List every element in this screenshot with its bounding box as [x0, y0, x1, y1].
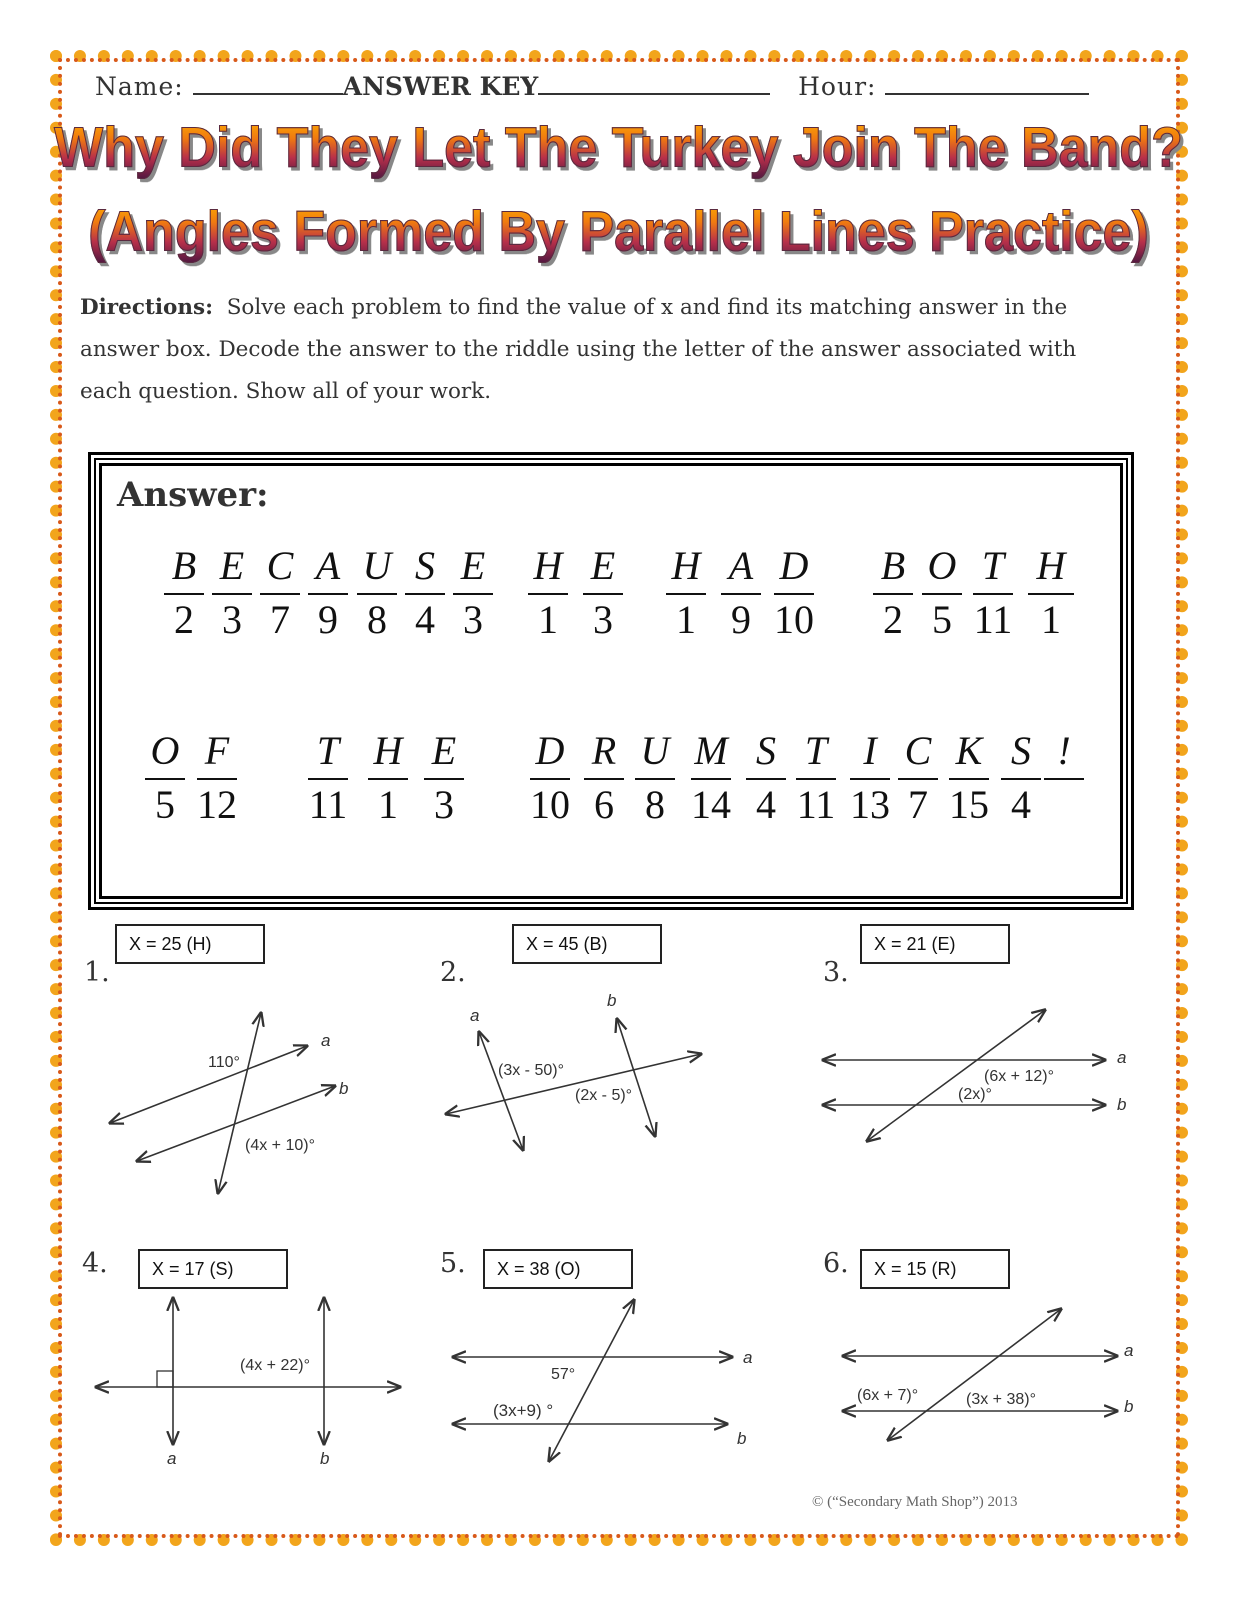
figure-5	[445, 1290, 765, 1470]
riddle-number: 10	[774, 597, 814, 642]
riddle-number: 10	[530, 782, 570, 827]
riddle-letter: T	[316, 728, 340, 773]
riddle-cell	[306, 543, 350, 645]
riddle-blank-line	[1044, 778, 1084, 780]
riddle-letter: H	[373, 728, 403, 773]
riddle-letter: S	[1011, 728, 1031, 773]
riddle-letter: E	[219, 543, 245, 588]
riddle-cell	[403, 543, 447, 645]
line-label-b: b	[737, 1429, 747, 1448]
riddle-number: 11	[973, 597, 1013, 642]
riddle-letter: F	[204, 728, 230, 773]
figure-1	[95, 1000, 375, 1205]
riddle-number: 12	[197, 782, 237, 827]
angle-label-2: (4x + 10)°	[245, 1137, 315, 1154]
riddle-letter: U	[362, 543, 392, 588]
riddle-number: 3	[222, 597, 242, 642]
riddle-cell	[999, 728, 1043, 830]
answer-tag-5: X = 38 (O)	[483, 1249, 633, 1289]
question-number-2: 2.	[440, 957, 466, 988]
name-blank-left	[193, 73, 343, 95]
riddle-cell	[744, 728, 788, 830]
riddle-number: 3	[434, 782, 454, 827]
riddle-letter: O	[927, 543, 957, 588]
line-label-b: b	[320, 1449, 330, 1468]
riddle-letter: R	[591, 728, 617, 773]
name-value: ANSWER KEY	[342, 72, 539, 101]
question-number-3: 3.	[823, 957, 849, 988]
riddle-cell	[794, 728, 838, 830]
riddle-cell	[306, 728, 350, 830]
header	[95, 72, 1135, 101]
riddle-number: 1	[676, 597, 696, 642]
riddle-cell	[162, 543, 206, 645]
riddle-cell	[581, 543, 625, 645]
riddle-cell	[210, 543, 254, 645]
riddle-number: 2	[174, 597, 194, 642]
riddle-cell	[848, 728, 892, 830]
answer-tag-3: X = 21 (E)	[860, 924, 1010, 964]
transversal	[446, 1054, 701, 1114]
riddle-cell	[355, 543, 399, 645]
directions-text: Solve each problem to find the value of x and find its matching answer in the answer box. Decode the answer to the riddle using the letter of the answer associated with each question. Show all of your work.	[80, 295, 1077, 404]
figure-2	[435, 990, 715, 1165]
transversal	[218, 1013, 261, 1193]
riddle-cell	[1042, 728, 1086, 780]
riddle-letter: H	[671, 543, 701, 588]
riddle-number: 6	[594, 782, 614, 827]
angle-label-1: (4x + 22)°	[240, 1357, 310, 1374]
riddle-cell	[772, 543, 816, 645]
riddle-number: 4	[1011, 782, 1031, 827]
riddle-letter: E	[590, 543, 616, 588]
answer-tag-4: X = 17 (S)	[138, 1249, 288, 1289]
riddle-cell	[528, 728, 572, 830]
riddle-cell	[195, 728, 239, 830]
angle-label-1: 57°	[551, 1366, 576, 1383]
riddle-cell	[1026, 543, 1076, 645]
riddle-letter: K	[955, 728, 983, 773]
line-a	[479, 1032, 523, 1150]
line-label-a: a	[1117, 1048, 1127, 1067]
riddle-number: 11	[796, 782, 836, 827]
riddle-number: 4	[415, 597, 435, 642]
riddle-cell	[143, 728, 187, 830]
riddle-cell	[526, 543, 570, 645]
riddle-number: 2	[883, 597, 903, 642]
riddle-number: 4	[756, 782, 776, 827]
riddle-number: 5	[932, 597, 952, 642]
riddle-letter: S	[415, 543, 435, 588]
line-label-a: a	[1124, 1341, 1134, 1360]
riddle-letter: A	[728, 543, 754, 588]
riddle-number: 8	[645, 782, 665, 827]
transversal	[888, 1309, 1061, 1440]
riddle-number: 14	[691, 782, 731, 827]
hour-blank	[885, 73, 1089, 95]
riddle-number: 9	[731, 597, 751, 642]
line-label-b: b	[1117, 1095, 1127, 1114]
riddle-letter: T	[981, 543, 1005, 588]
answer-tag-6: X = 15 (R)	[860, 1249, 1010, 1289]
riddle-number: 7	[270, 597, 290, 642]
riddle-letter: !	[1057, 728, 1071, 773]
angle-label-1: 110°	[208, 1054, 240, 1071]
riddle-number: 15	[949, 782, 989, 827]
line-label-a: a	[321, 1031, 331, 1050]
riddle-letter: I	[863, 728, 877, 773]
angle-label-1: (3x - 50)°	[498, 1062, 564, 1079]
directions	[80, 287, 1100, 413]
title-line-2: (Angles Formed By Parallel Lines Practice)	[0, 200, 1237, 265]
riddle-letter: S	[756, 728, 776, 773]
riddle-letter: E	[460, 543, 486, 588]
riddle-number: 7	[908, 782, 928, 827]
riddle-number: 3	[463, 597, 483, 642]
riddle-letter: T	[804, 728, 828, 773]
hour-label: Hour:	[798, 72, 877, 101]
line-label-a: a	[743, 1348, 753, 1367]
riddle-number: 3	[593, 597, 613, 642]
line-label-b: b	[607, 991, 617, 1010]
line-label-a: a	[470, 1006, 480, 1025]
riddle-cells	[91, 455, 1131, 907]
riddle-letter: C	[904, 728, 932, 773]
figure-4	[90, 1290, 410, 1475]
riddle-cell	[366, 728, 410, 830]
riddle-letter: D	[535, 728, 565, 773]
angle-label-2: (3x+9) °	[493, 1401, 554, 1420]
riddle-letter: A	[315, 543, 341, 588]
angle-label-2: (2x)°	[958, 1086, 992, 1103]
line-label-b: b	[1124, 1397, 1134, 1416]
figure-3	[815, 1000, 1135, 1150]
riddle-cell	[582, 728, 626, 830]
riddle-number: 1	[378, 782, 398, 827]
question-number-1: 1.	[84, 957, 110, 988]
riddle-letter: U	[640, 728, 670, 773]
riddle-letter: H	[533, 543, 563, 588]
copyright: © (“Secondary Math Shop”) 2013	[812, 1494, 1018, 1510]
riddle-letter: D	[779, 543, 809, 588]
riddle-cell	[719, 543, 763, 645]
angle-label-1: (6x + 7)°	[857, 1387, 919, 1404]
riddle-cell	[896, 728, 940, 830]
riddle-cell	[871, 543, 915, 645]
riddle-cell	[920, 543, 964, 645]
riddle-number: 1	[538, 597, 558, 642]
riddle-letter: C	[266, 543, 294, 588]
riddle-number: 5	[155, 782, 175, 827]
riddle-cell	[258, 543, 302, 645]
title-line-1: Why Did They Let The Turkey Join The Band?	[0, 116, 1237, 181]
question-number-6: 6.	[823, 1248, 849, 1279]
question-number-4: 4.	[82, 1248, 108, 1279]
answer-label: Answer:	[117, 475, 269, 515]
question-number-5: 5.	[440, 1248, 466, 1279]
answer-box	[88, 452, 1134, 910]
directions-label: Directions:	[80, 295, 214, 320]
riddle-letter: O	[150, 728, 180, 773]
angle-label-1: (6x + 12)°	[984, 1068, 1054, 1085]
riddle-cell	[689, 728, 733, 830]
riddle-cell	[633, 728, 677, 830]
answer-tag-1: X = 25 (H)	[115, 924, 265, 964]
riddle-number: 1	[1041, 597, 1061, 642]
riddle-number: 8	[367, 597, 387, 642]
riddle-cell	[947, 728, 991, 830]
riddle-letter: E	[431, 728, 457, 773]
riddle-number: 11	[308, 782, 348, 827]
name-label: Name:	[95, 72, 184, 101]
angle-label-2: (2x - 5)°	[575, 1087, 633, 1104]
figure-6	[835, 1300, 1145, 1450]
riddle-letter: H	[1036, 543, 1066, 588]
angle-label-2: (3x + 38)°	[966, 1391, 1036, 1408]
riddle-letter: B	[171, 543, 197, 588]
riddle-cell	[971, 543, 1015, 645]
line-b	[617, 1019, 655, 1136]
riddle-cell	[422, 728, 466, 830]
riddle-number: 13	[850, 782, 890, 827]
riddle-cell	[664, 543, 708, 645]
line-label-b: b	[339, 1079, 349, 1098]
line-label-a: a	[167, 1449, 177, 1468]
riddle-letter: B	[880, 543, 906, 588]
answer-tag-2: X = 45 (B)	[512, 924, 662, 964]
riddle-cell	[451, 543, 495, 645]
right-angle-mark	[157, 1371, 173, 1387]
riddle-number: 9	[318, 597, 338, 642]
riddle-letter: M	[694, 728, 728, 773]
name-blank-right	[538, 73, 770, 95]
